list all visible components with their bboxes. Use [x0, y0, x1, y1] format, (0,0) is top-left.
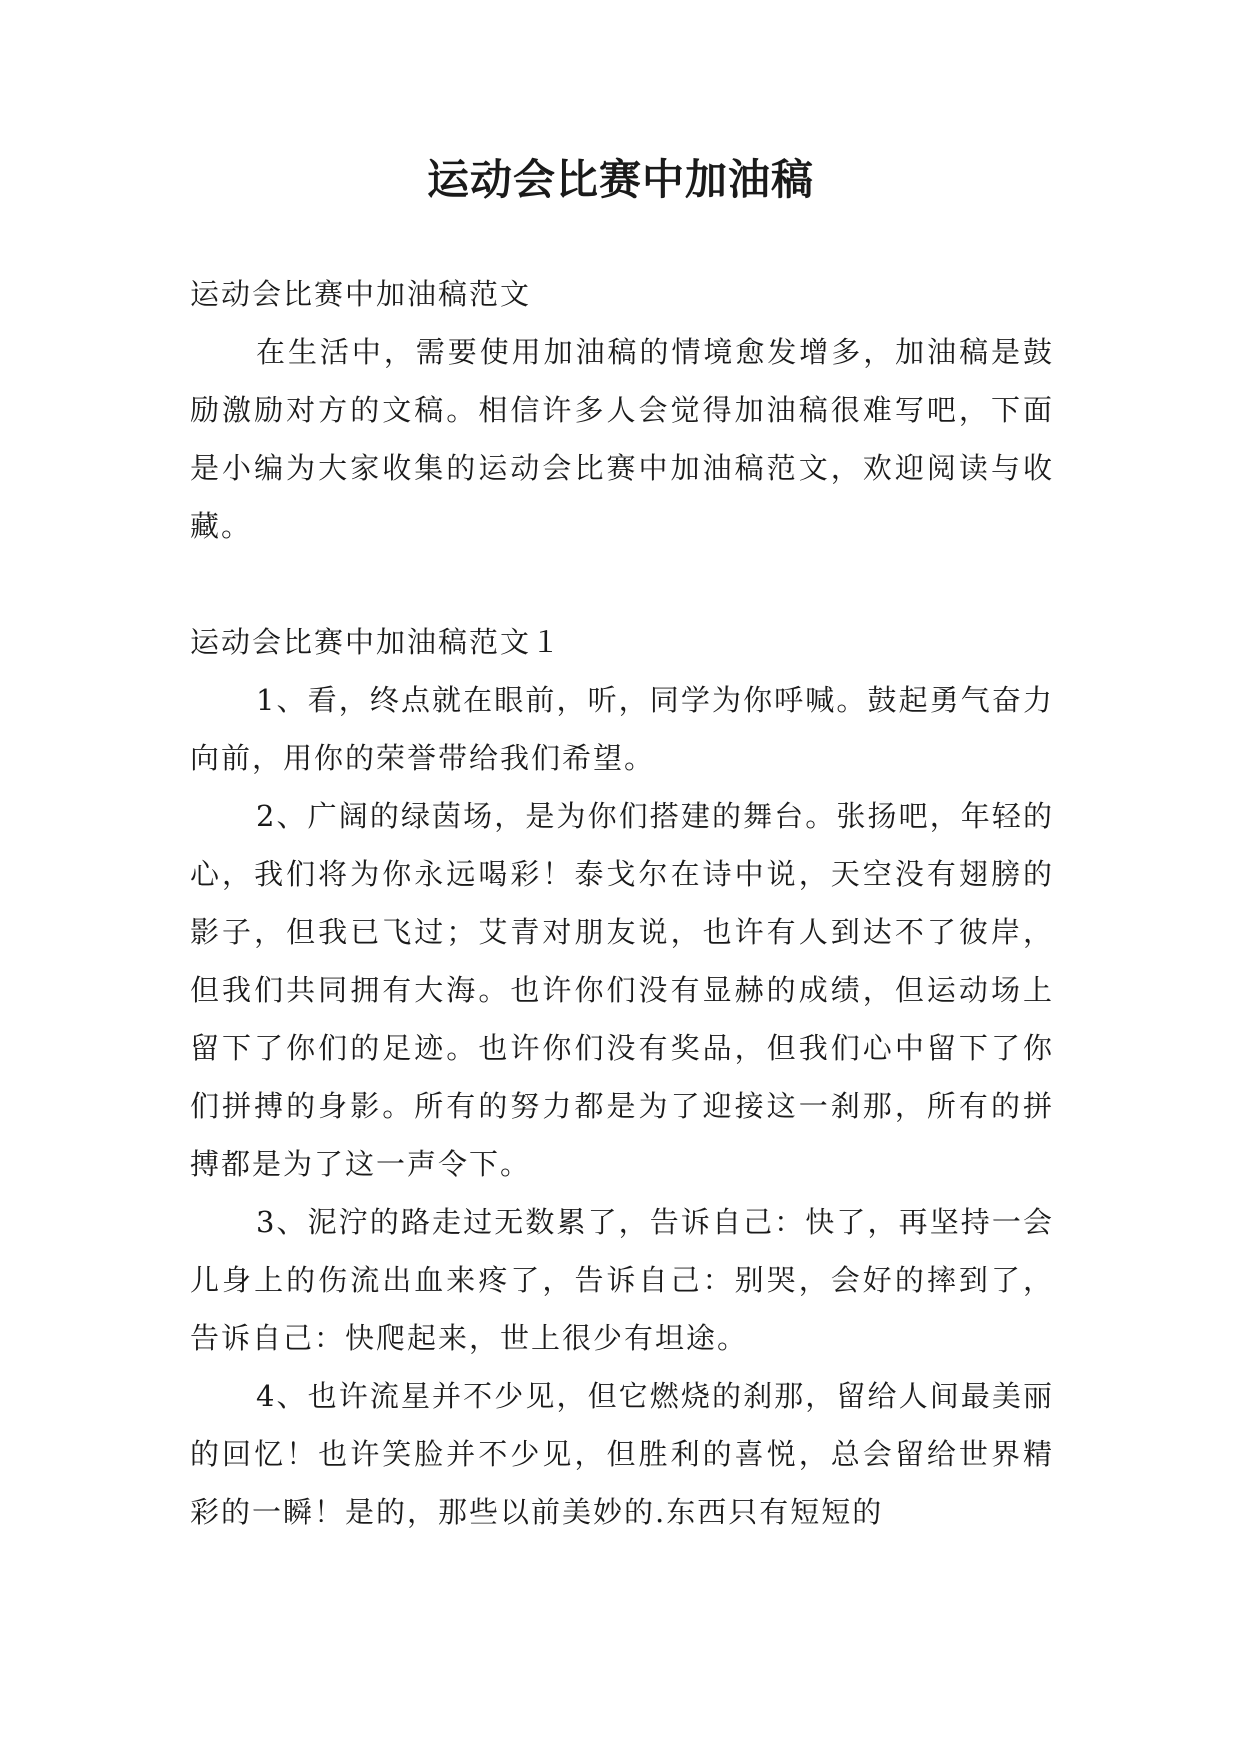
- cheer-item-1: 1、看，终点就在眼前，听，同学为你呼喊。鼓起勇气奋力向前，用你的荣誉带给我们希望。: [190, 683, 1054, 775]
- cheer-item-2: 2、广阔的绿茵场，是为你们搭建的舞台。张扬吧，年轻的心，我们将为你永远喝彩！泰戈尔在诗中说，天空没有翅膀的影子，但我已飞过；艾青对朋友说，也许有人到达不了彼岸，但我们共同拥有大海。也许你们没有显赫的成绩，但运动场上留下了你们的足迹。也许你们没有奖品，但我们心中留下了你们拼搏的身影。所有的努力都是为了迎接这一刹那，所有的拼搏都是为了这一声令下。: [190, 799, 1054, 1181]
- document-title: 运动会比赛中加油稿: [426, 155, 814, 204]
- section-spacer: [190, 555, 1054, 613]
- intro-paragraph: 在生活中，需要使用加油稿的情境愈发增多，加油稿是鼓励激励对方的文稿。相信许多人会觉得加油稿很难写吧，下面是小编为大家收集的运动会比赛中加油稿范文，欢迎阅读与收藏。: [190, 335, 1054, 543]
- intro-heading: 运动会比赛中加油稿范文: [190, 277, 532, 311]
- cheer-item-4: 4、也许流星并不少见，但它燃烧的刹那，留给人间最美丽的回忆！也许笑脸并不少见，但胜利的喜悦，总会留给世界精彩的一瞬！是的，那些以前美妙的.东西只有短短的: [190, 1379, 1054, 1529]
- document-body: [190, 265, 1054, 1541]
- cheer-item-3: 3、泥泞的路走过无数累了，告诉自己：快了，再坚持一会儿身上的伤流出血来疼了，告诉自己：别哭，会好的摔到了，告诉自己：快爬起来，世上很少有坦途。: [190, 1205, 1054, 1355]
- section1-heading: 运动会比赛中加油稿范文１: [190, 625, 563, 659]
